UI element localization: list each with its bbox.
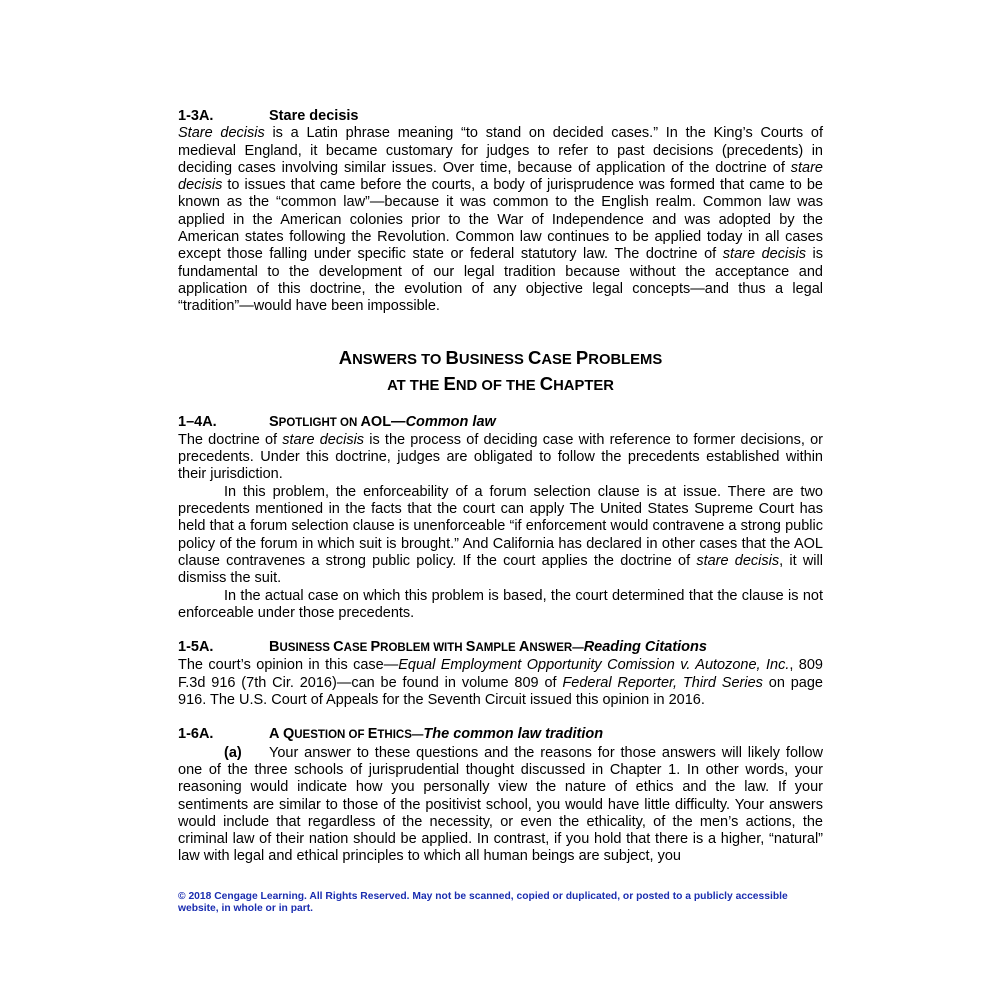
heading-text: AT THE xyxy=(387,377,444,394)
title-text: E xyxy=(367,726,378,743)
section-body xyxy=(178,484,823,588)
section-title xyxy=(269,639,707,657)
body-text: , it will dismiss the suit. xyxy=(178,552,823,587)
heading-text: C xyxy=(528,346,542,368)
subsection-label: (a) xyxy=(224,744,242,761)
heading-text: USINESS xyxy=(458,351,528,368)
section-title xyxy=(269,726,603,744)
heading-line-2 xyxy=(178,372,823,398)
title-text: AMPLE xyxy=(475,642,519,655)
title-text: THICS— xyxy=(377,729,424,742)
italic-term: Federal Reporter, Third Series xyxy=(562,674,763,691)
italic-term: stare decisis xyxy=(722,246,806,263)
copyright-footer: © 2018 Cengage Learning. All Rights Reserved. May not be scanned, copied or duplicated, or posted to a publicly accessible website, in whole or in part. xyxy=(178,891,788,914)
title-text: AOL— xyxy=(360,413,406,430)
title-text: S xyxy=(269,413,279,430)
section-body xyxy=(178,432,823,484)
section-body xyxy=(178,657,823,709)
heading-text: A xyxy=(338,346,353,368)
body-text: is the process of deciding case with reference to former decisions, or precedents. Under this doctrine, judges are obligated to follow the precedents established within their jurisdiction. xyxy=(178,431,823,483)
section-heading-1-4a xyxy=(178,414,823,432)
heading-text: NSWERS TO xyxy=(352,351,446,368)
italic-term: stare decisis xyxy=(282,431,365,448)
heading-text: E xyxy=(443,372,456,394)
section-number: 1-3A. xyxy=(178,108,214,124)
title-text: A xyxy=(518,639,530,656)
heading-text: ND OF THE xyxy=(455,377,540,394)
title-italic: Reading Citations xyxy=(583,639,707,656)
title-text: ASE xyxy=(343,642,371,655)
body-text: The court’s opinion in this case— xyxy=(178,657,399,674)
document-page xyxy=(178,108,823,866)
section-title xyxy=(269,414,496,432)
section-heading-1-3a xyxy=(178,108,823,125)
section-title: Stare decisis xyxy=(269,108,359,124)
heading-text: B xyxy=(445,346,459,368)
section-number: 1-5A. xyxy=(178,639,214,656)
body-text: In this problem, the enforceability of a forum selection clause is at issue. There are two precedents mentioned in the facts that the court can apply The United States Supreme Court has held that a forum selection clause is unenforceable “if enforcement would contravene a strong public policy of the forum in which suit is brought.” And California has declared in other cases that the AOL clause contravenes a strong public policy. If the court applies the doctrine of xyxy=(178,483,823,569)
chapter-answers-heading xyxy=(178,346,823,398)
body-text: on page 916. The U.S. Court of Appeals for the Seventh Circuit issued this opinion in 2016. xyxy=(178,674,823,709)
italic-term: Stare decisis xyxy=(178,125,265,142)
body-text: The doctrine of xyxy=(178,431,283,448)
body-text: is a Latin phrase meaning “to stand on decided cases.” In the King’s Courts of medieval England, it became customary for judges to refer to past decisions (precedents) in deciding cases involving similar issues. Over time, because of application of the doctrine of xyxy=(178,125,823,176)
italic-term: stare decisis xyxy=(178,159,823,194)
section-heading-1-5a xyxy=(178,639,823,657)
section-body: In the actual case on which this problem is based, the court determined that the clause is not enforceable under those precedents. xyxy=(178,587,823,621)
title-text: Q xyxy=(282,726,295,743)
heading-text: C xyxy=(539,372,554,394)
body-text: to issues that came before the courts, a body of jurisprudence was formed that came to be known as the “common law”—because it was common to the English realm. Common law was applied in the American colonies prior to the War of Independence and was adopted by the American states following the Revolution. Common law continues to be applied today in all cases except those falling under specific state or federal statutory law. The doctrine of xyxy=(178,177,823,263)
title-text: A xyxy=(269,726,283,743)
italic-term: Equal Employment Opportunity Comission v. Autozone, Inc. xyxy=(398,657,790,674)
title-text: S xyxy=(465,639,476,656)
heading-text: ASE xyxy=(541,351,576,368)
heading-text: P xyxy=(575,346,589,368)
title-text: POTLIGHT ON xyxy=(278,416,361,429)
title-text: B xyxy=(269,639,280,656)
section-number: 1-6A. xyxy=(178,726,214,743)
heading-line-1 xyxy=(178,346,823,372)
body-text: Your answer to these questions and the reasons for those answers will likely follow one of the three schools of jurisprudential thought discussed in Chapter 1. In other words, your reasoning would indicate how you personally view the nature of ethics and the law. If your sentiments are similar to those of the positivist school, you would have little difficulty. Your answers would include that regardless of the necessity, or even the ethicality, of the men’s actions, the criminal law of their nation should be applied. In contrast, if you hold that there is a higher, “natural” law with legal and ethical principles to which all human beings are subject, you xyxy=(178,744,823,865)
title-text: C xyxy=(333,639,344,656)
title-text: ROBLEM WITH xyxy=(380,642,466,655)
section-number: 1–4A. xyxy=(178,413,217,430)
title-text: USINESS xyxy=(279,642,334,655)
section-heading-1-6a xyxy=(178,726,823,744)
section-body xyxy=(178,125,823,315)
body-text: , 809 F.3d 916 (7th Cir. 2016)—can be found in volume 809 of xyxy=(178,657,823,691)
title-text: P xyxy=(370,639,381,656)
title-text: NSWER— xyxy=(529,642,584,655)
italic-term: stare decisis xyxy=(696,552,780,569)
heading-text: HAPTER xyxy=(553,377,614,394)
title-text: UESTION OF xyxy=(294,729,368,742)
heading-text: ROBLEMS xyxy=(588,351,663,368)
section-body xyxy=(178,745,823,866)
title-italic: The common law tradition xyxy=(423,726,604,743)
body-text: is fundamental to the development of our legal tradition because without the acceptance and application of this doctrine, the evolution of any objective legal concepts—and thus a legal “tradition”—would have been impossible. xyxy=(178,246,824,315)
title-italic: Common law xyxy=(405,413,496,430)
